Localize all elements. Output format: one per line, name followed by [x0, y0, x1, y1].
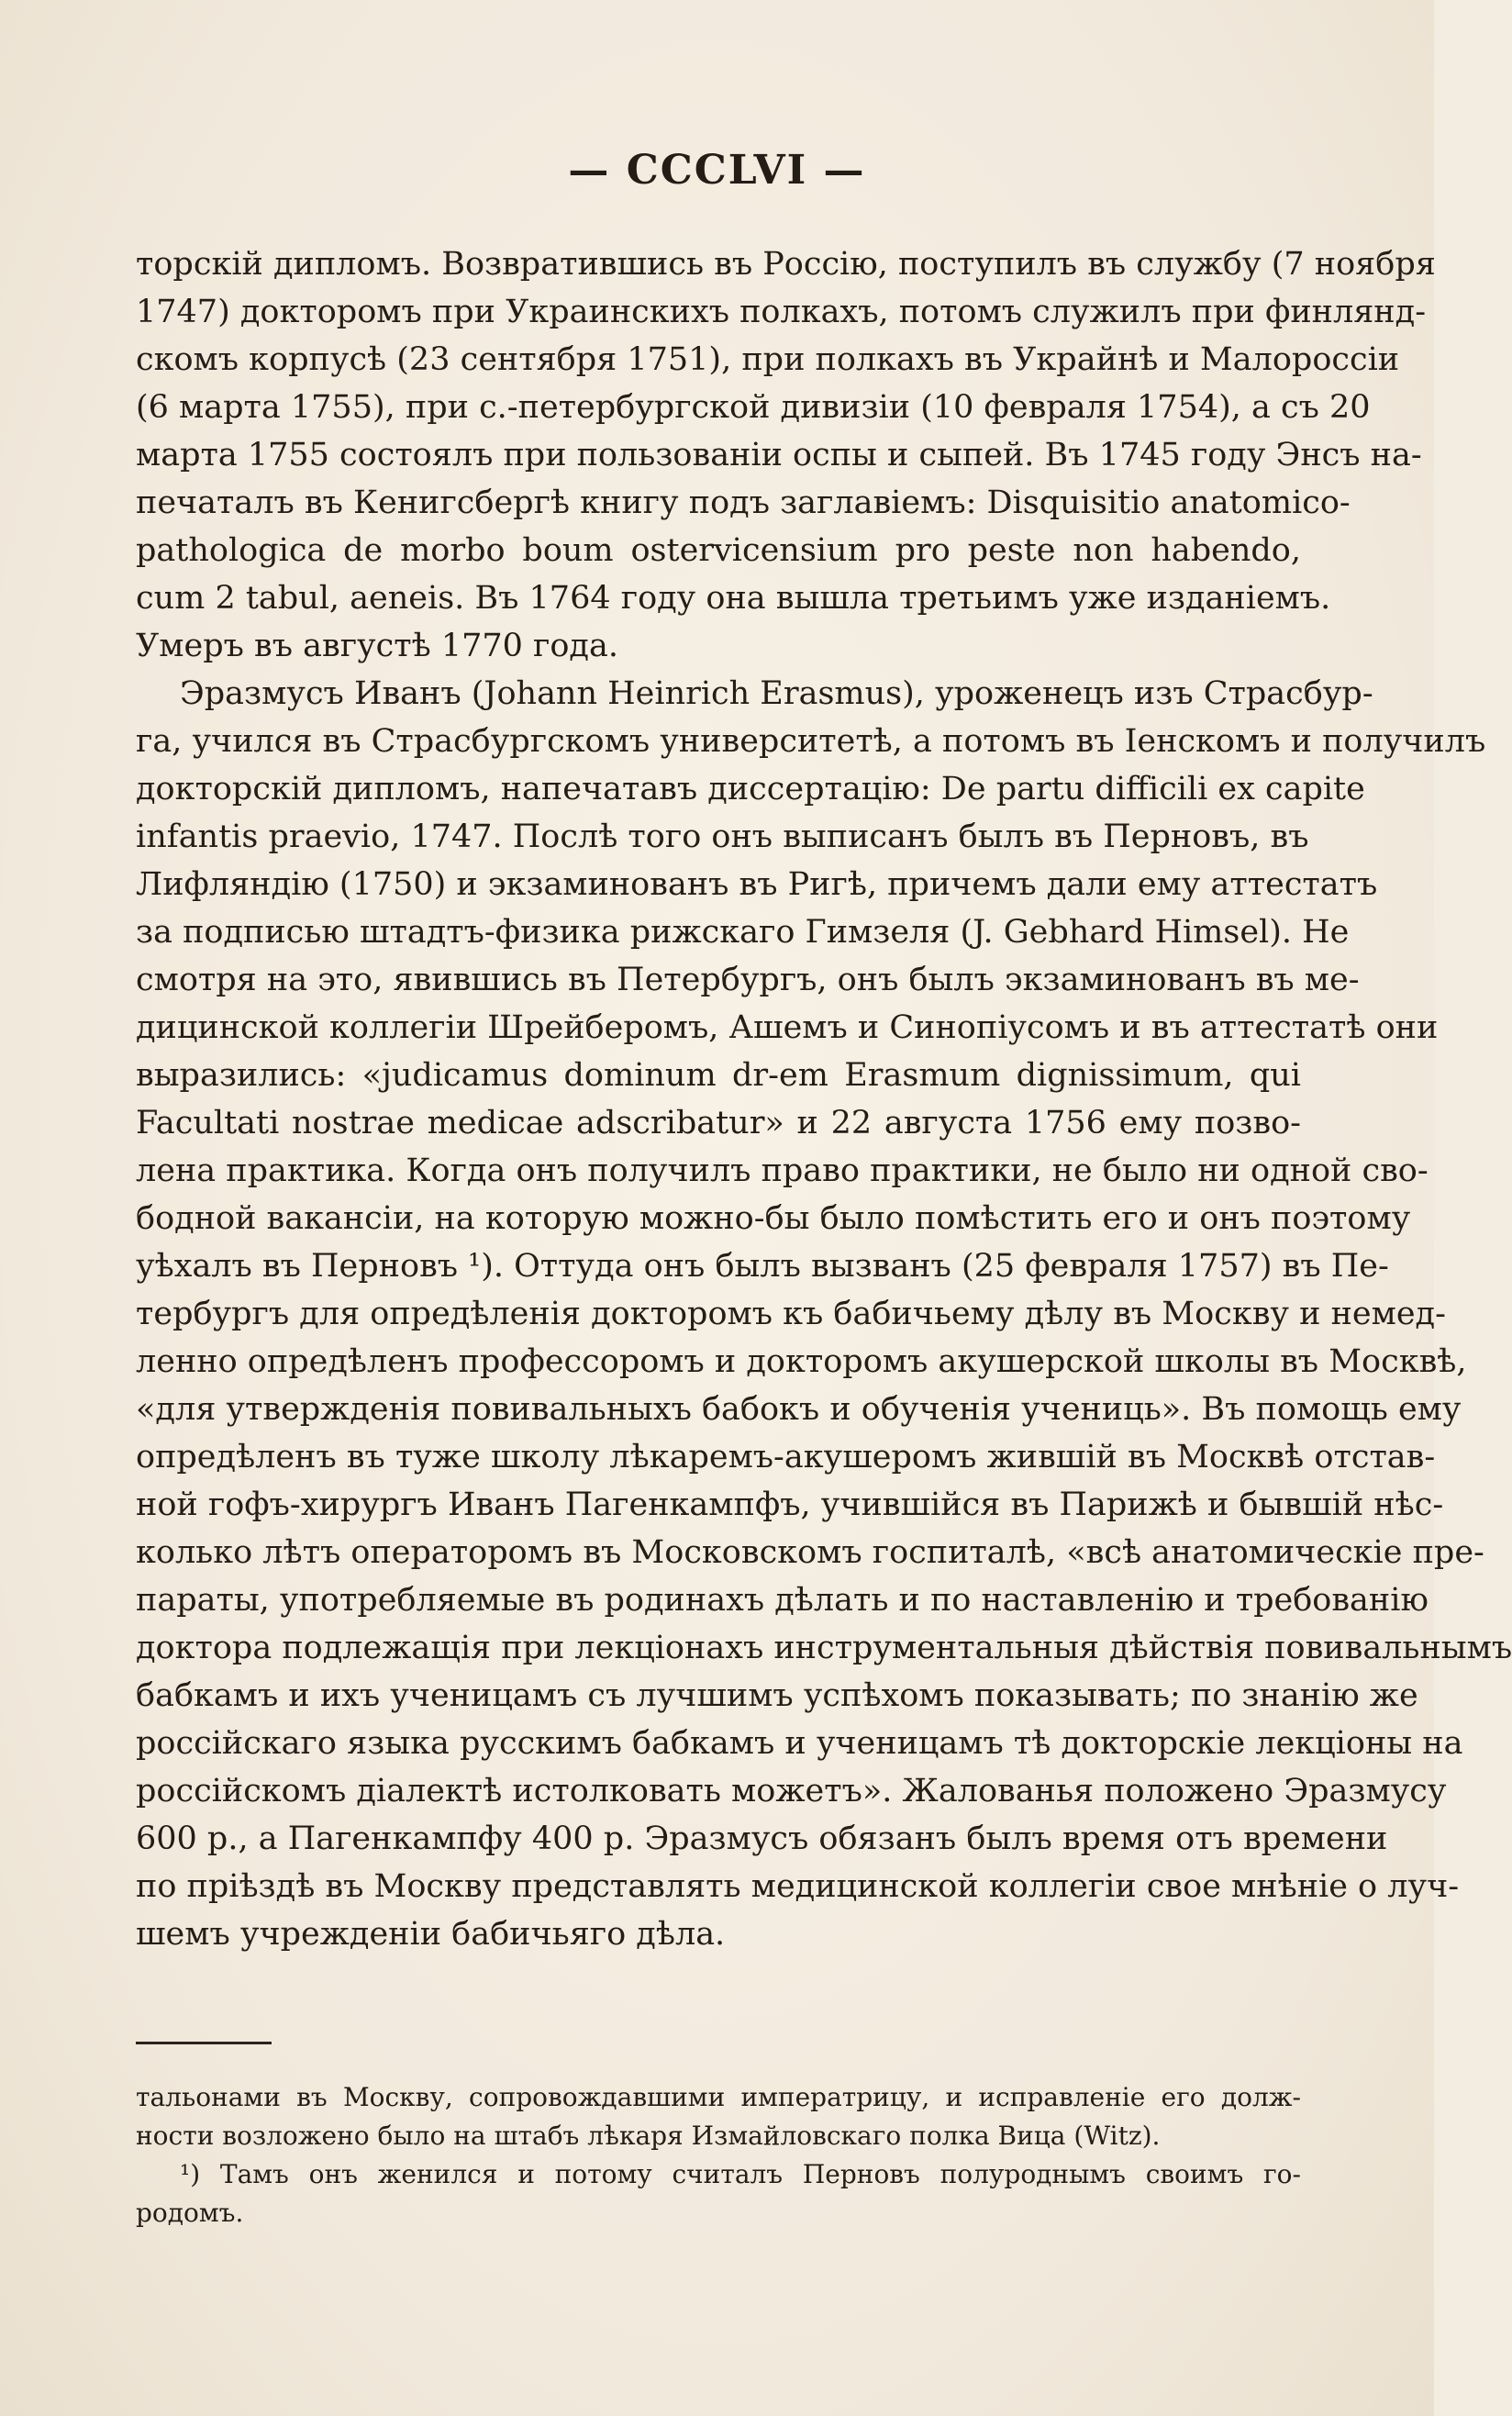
text-line: тербургъ для опредѣленія докторомъ къ бабичьему дѣлу въ Москву и немед-: [136, 1296, 1446, 1332]
text-line: параты, употребляемые въ родинахъ дѣлать и по наставленію и требованію: [136, 1582, 1429, 1619]
text-line: ной гофъ-хирургъ Иванъ Пагенкампфъ, учившійся въ Парижѣ и бывшій нѣс-: [136, 1486, 1444, 1523]
text-line: Лифляндію (1750) и экзаминованъ въ Ригѣ, причемъ дали ему аттестатъ: [136, 866, 1378, 903]
main-text-block: [136, 240, 1512, 1958]
text-line: бабкамъ и ихъ ученицамъ съ лучшимъ успѣхомъ показывать; по знанію же: [136, 1677, 1418, 1714]
text-line: 1747) докторомъ при Украинскихъ полкахъ, потомъ служилъ при финлянд-: [136, 294, 1427, 330]
text-line: Facultati nostrae medicae adscribatur» и 22 августа 1756 ему позво-: [136, 1105, 1301, 1141]
paragraph-start-line: Эразмусъ Иванъ (Johann Heinrich Erasmus), уроженецъ изъ Страсбур-: [180, 675, 1373, 712]
text-line: ленно опредѣленъ профессоромъ и докторомъ акушерской школы въ Москвѣ,: [136, 1343, 1467, 1380]
text-line: за подписью штадтъ-физика рижскаго Гимзеля (J. Gebhard Himsel). Не: [136, 914, 1350, 951]
footnote-line: родомъ.: [136, 2198, 244, 2228]
text-line: бодной вакансіи, на которую можно-бы было помѣстить его и онъ поэтому: [136, 1200, 1411, 1237]
text-line: Умеръ въ августѣ 1770 года.: [136, 628, 618, 664]
text-line: докторскій дипломъ, напечатавъ диссертацію: De partu difficili ex capite: [136, 771, 1365, 807]
text-line: доктора подлежащія при лекціонахъ инструментальныя дѣйствія повивальнымъ: [136, 1630, 1512, 1666]
text-line: дицинской коллегіи Шрейберомъ, Ашемъ и Синопіусомъ и въ аттестатѣ они: [136, 1009, 1439, 1046]
text-line: печаталъ въ Кенигсбергѣ книгу подъ заглавіемъ: Disquisitio anatomico-: [136, 484, 1351, 521]
text-line: колько лѣтъ операторомъ въ Московскомъ госпиталѣ, «всѣ анатомическіе пре-: [136, 1534, 1484, 1571]
footnote-line: ности возложено было на штабъ лѣкаря Измайловскаго полка Вица (Witz).: [136, 2121, 1161, 2151]
text-line: россійскаго языка русскимъ бабкамъ и ученицамъ тѣ докторскіе лекціоны на: [136, 1725, 1463, 1762]
text-line: 600 р., а Пагенкампфу 400 р. Эразмусъ обязанъ былъ время отъ времени: [136, 1820, 1388, 1857]
footnotes-block: [136, 2078, 1301, 2232]
footnote-line: тальонами въ Москву, сопровождавшими императрицу, и исправленіе его долж-: [136, 2082, 1301, 2112]
text-line: смотря на это, явившись въ Петербургъ, онъ былъ экзаминованъ въ ме-: [136, 962, 1360, 998]
text-line: россійскомъ діалектѣ истолковать можетъ». Жалованья положено Эразмусу: [136, 1773, 1447, 1809]
text-line: лена практика. Когда онъ получилъ право практики, не было ни одной сво-: [136, 1152, 1429, 1189]
text-line: уѣхалъ въ Перновъ ¹). Оттуда онъ былъ вызванъ (25 февраля 1757) въ Пе-: [136, 1248, 1389, 1285]
text-line: по пріѣздѣ въ Москву представлять медицинской коллегіи свое мнѣніе о луч-: [136, 1868, 1460, 1905]
page-number-header: — CCCLVI —: [568, 147, 866, 194]
text-line: торскій дипломъ. Возвратившись въ Россію, поступилъ въ службу (7 ноября: [136, 246, 1436, 283]
text-line: cum 2 tabul, aeneis. Въ 1764 году она вышла третьимъ уже изданіемъ.: [136, 580, 1331, 617]
text-line: скомъ корпусѣ (23 сентября 1751), при полкахъ въ Украйнѣ и Малороссіи: [136, 341, 1400, 378]
text-line: выразились: «judicamus dominum dr-em Erasmum dignissimum, qui: [136, 1057, 1301, 1094]
text-line: infantis praevio, 1747. Послѣ того онъ выписанъ былъ въ Перновъ, въ: [136, 818, 1309, 855]
footnote-separator-rule: [136, 2042, 272, 2044]
text-line: марта 1755 состоялъ при пользованіи оспы и сыпей. Въ 1745 году Энсъ на-: [136, 437, 1422, 473]
text-line: га, учился въ Страсбургскомъ университетѣ, а потомъ въ Іенскомъ и получилъ: [136, 723, 1486, 760]
text-line: опредѣленъ въ туже школу лѣкаремъ-акушеромъ жившій въ Москвѣ отстав-: [136, 1439, 1436, 1475]
text-line: pathologica de morbo boum ostervicensium pro peste non habendo,: [136, 532, 1301, 569]
text-line: (6 марта 1755), при с.-петербургской дивизіи (10 февраля 1754), а съ 20: [136, 389, 1371, 426]
text-line: шемъ учрежденіи бабичьяго дѣла.: [136, 1916, 726, 1953]
text-line: «для утвержденія повивальныхъ бабокъ и обученія учениць». Въ помощь ему: [136, 1391, 1462, 1428]
footnote-line: ¹) Тамъ онъ женился и потому считалъ Перновъ полуроднымъ своимъ го-: [180, 2159, 1301, 2189]
